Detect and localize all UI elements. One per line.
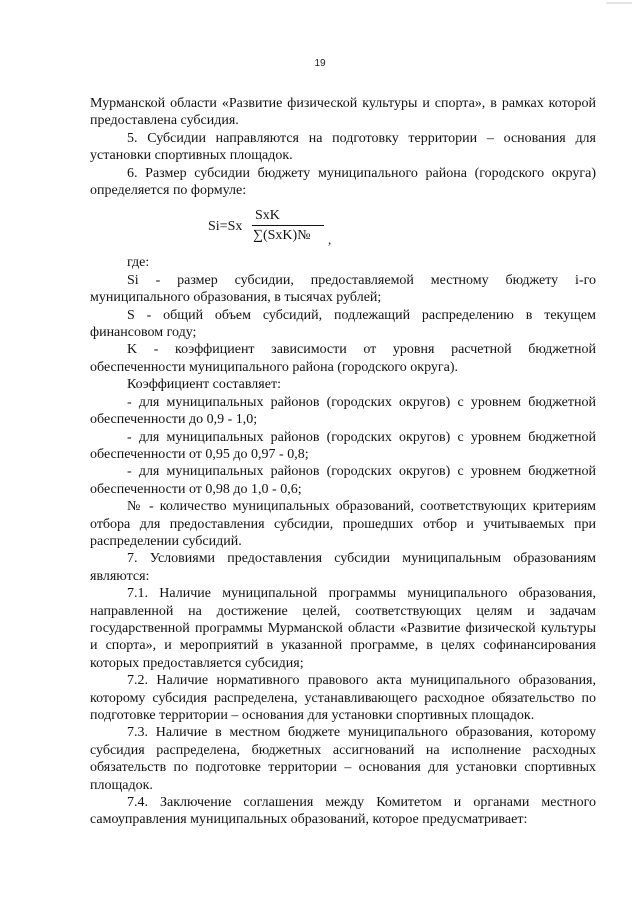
- formula-numerator: SxK: [255, 208, 280, 224]
- paragraph-item-7: 7. Условиями предоставления субсидии муниципальным образованиям являются:: [90, 551, 596, 584]
- coefficient-item-3: - для муниципальных районов (городских округов) с уровнем бюджетной обеспеченности от 0,98 до 1,0 - 0,6;: [90, 464, 596, 497]
- coefficient-item-2: - для муниципальных районов (городских округов) с уровнем бюджетной обеспеченности от 0,95 до 0,97 - 0,8;: [90, 429, 596, 462]
- paragraph-item-7-1: 7.1. Наличие муниципальной программы муниципального образования, направленной на достижение целей, соответствующих целям и задачам государственной программы Мурманской области «Развитие физической культуры и спорта», и мероприятий в указанной программе, в целях софинансирования которых предоставляется субсидия;: [90, 586, 596, 671]
- definition-si: Si - размер субсидии, предоставляемой местному бюджету i-го муниципального образования, в тысячах рублей;: [90, 272, 596, 306]
- paragraph-item-5: 5. Субсидии направляются на подготовку территории – основания для установки спортивных площадок.: [90, 130, 596, 164]
- formula-lhs: Si=Sx: [208, 219, 243, 235]
- paragraph-item-6: 6. Размер субсидии бюджету муниципального района (городского округа) определяется по формуле:: [90, 165, 596, 199]
- paragraph-continuation: Мурманской области «Развитие физической культуры и спорта», в рамках которой предоставлена субсидия.: [90, 96, 596, 129]
- formula-fraction-bar: [252, 225, 324, 226]
- paragraph-item-7-3: 7.3. Наличие в местном бюджете муниципального образования, которому субсидия распределена, бюджетных ассигнований на исполнение расходных обязательств по подготовке территории – основания для установки спортивных площадок.: [90, 725, 596, 793]
- definition-s: S - общий объем субсидий, подлежащий распределению в текущем финансовом году;: [90, 307, 596, 341]
- paragraph-item-7-4: 7.4. Заключение соглашения между Комитетом и органами местного самоуправления муниципальных образований, которое предусматривает:: [90, 795, 596, 828]
- coefficient-item-1: - для муниципальных районов (городских округов) с уровнем бюджетной обеспеченности до 0,9 - 1,0;: [90, 394, 596, 428]
- definition-k: K - коэффициент зависимости от уровня расчетной бюджетной обеспеченности муниципального района (городского округа).: [90, 342, 596, 375]
- paragraph-where: где:: [127, 255, 150, 271]
- paragraph-item-7-2: 7.2. Наличие нормативного правового акта муниципального образования, которому субсидия распределена, устанавливающего расходное обязательство по подготовке территории – основания для установки спортивных площадок.: [90, 673, 596, 723]
- scan-corner-mark: [606, 2, 632, 4]
- formula-denominator: ∑(SxK)№: [253, 228, 311, 244]
- subsidy-formula: [90, 204, 596, 250]
- page-number: 19: [314, 58, 326, 69]
- document-body: [90, 95, 596, 829]
- formula-comma: ,: [328, 232, 332, 248]
- definition-number: № - количество муниципальных образований, соответствующих критериям отбора для предоставления субсидии, прошедших отбор и учитываемых при распределении субсидий.: [90, 499, 596, 549]
- coefficient-intro: Коэффициент составляет:: [127, 377, 281, 393]
